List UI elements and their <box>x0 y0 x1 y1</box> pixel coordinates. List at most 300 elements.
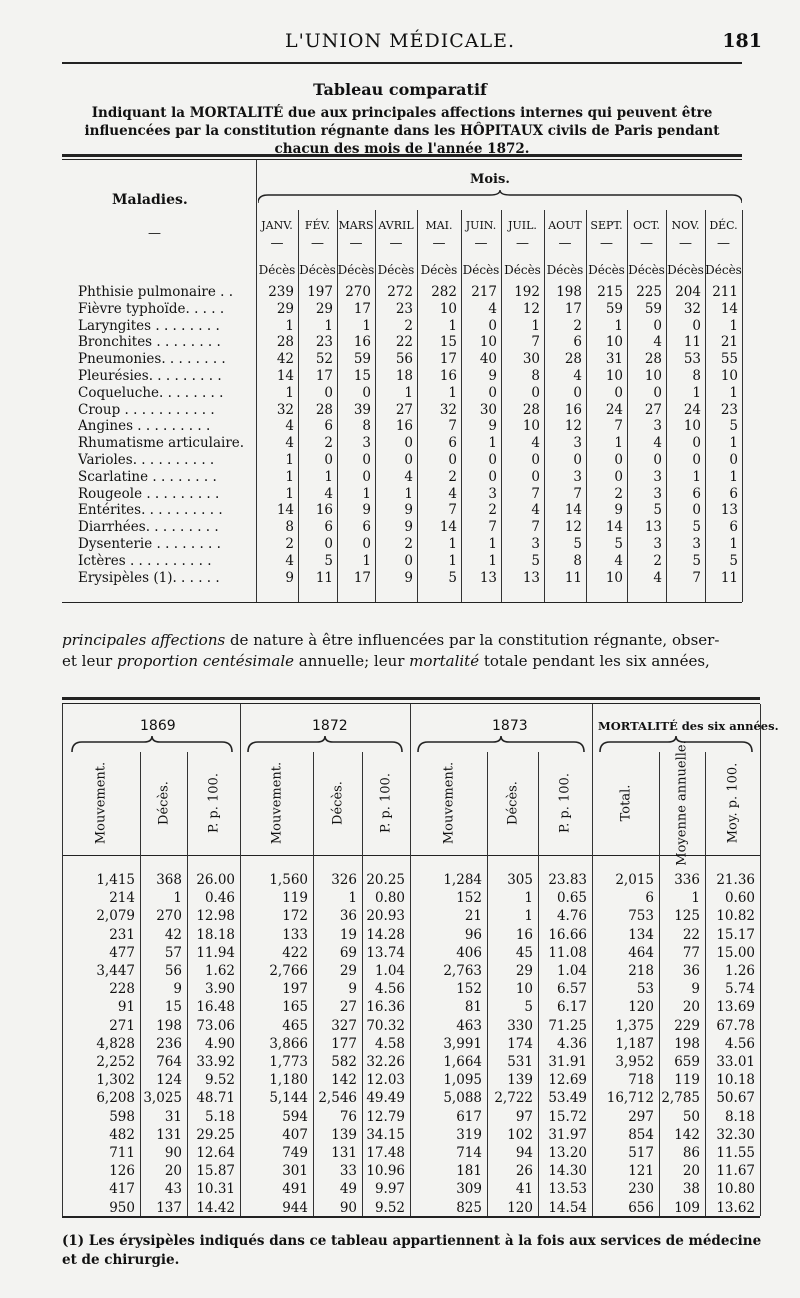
mortality-cell: 13.20 <box>548 1145 587 1161</box>
mortality-cell: 1,773 <box>269 1054 308 1070</box>
mortality-cell: 6 <box>645 890 654 907</box>
death-count-cell: 5 <box>573 536 582 552</box>
mortality-cell: 3,866 <box>269 1035 308 1052</box>
mortality-cell: 26 <box>515 1163 533 1180</box>
death-count-cell: 23 <box>395 300 413 317</box>
mortality-cell: 22 <box>682 926 700 943</box>
mortality-cell: 11.08 <box>548 944 587 961</box>
death-count-cell: 1 <box>285 317 294 334</box>
mortality-cell: 120 <box>628 999 654 1016</box>
mortality-cell: 659 <box>674 1054 700 1070</box>
mortality-cell: 70.32 <box>366 1017 405 1034</box>
disease-name: Pleurésies. . . . . . . . . <box>78 368 222 384</box>
death-count-cell: 0 <box>404 452 413 468</box>
death-count-cell: 0 <box>324 536 333 552</box>
mortality-cell: 13.69 <box>716 999 755 1016</box>
death-count-cell: 8 <box>285 519 294 536</box>
running-title: L'UNION MÉDICALE. <box>284 30 516 52</box>
death-count-cell: 15 <box>353 368 371 384</box>
mortality-cell: 0.65 <box>556 890 587 907</box>
mortality-cell: 477 <box>109 944 135 961</box>
death-count-cell: 11 <box>720 569 738 586</box>
mortality-cell: 33 <box>339 1163 357 1180</box>
mortality-cell: 13.53 <box>548 1181 587 1198</box>
text-line-1 <box>62 630 742 650</box>
death-count-cell: 9 <box>488 418 497 435</box>
mortality-cell: 0.46 <box>204 890 235 907</box>
maladies-header: Maladies. <box>112 192 188 208</box>
column-header-label: Décès. <box>505 781 520 825</box>
mortality-cell: 5,088 <box>443 1090 482 1107</box>
death-count-cell: 4 <box>614 552 623 569</box>
mortality-cell: 3.90 <box>204 981 235 998</box>
death-count-cell: 198 <box>556 284 582 300</box>
text-emphasis: mortalité <box>409 652 480 670</box>
mortality-cell: 2,785 <box>661 1090 700 1107</box>
text-emphasis: principales affections <box>62 631 226 649</box>
death-count-cell: 59 <box>605 300 623 317</box>
mortality-cell: 91 <box>117 999 135 1016</box>
month-unit-label: Décès <box>667 263 704 277</box>
mortality-cell: 854 <box>628 1126 654 1143</box>
death-count-cell: 52 <box>315 351 333 368</box>
mortality-cell: 36 <box>339 908 357 925</box>
mortality-cell: 406 <box>456 944 482 961</box>
death-count-cell: 10 <box>605 334 623 351</box>
column-header <box>551 755 579 851</box>
mortality-cell: 0.80 <box>374 890 405 907</box>
disease-name: Phthisie pulmonaire . . <box>78 284 233 300</box>
mortality-cell: 198 <box>674 1035 700 1052</box>
column-header-label: Décès. <box>330 781 345 825</box>
column-header <box>150 755 178 851</box>
death-count-cell: 9 <box>362 502 371 519</box>
mortality-cell: 197 <box>282 981 308 998</box>
mortality-cell: 90 <box>339 1199 357 1216</box>
death-count-cell: 5 <box>614 536 623 552</box>
death-count-cell: 0 <box>362 536 371 552</box>
disease-name: Pneumonies. . . . . . . . <box>78 351 226 368</box>
death-count-cell: 0 <box>362 384 371 401</box>
column-header <box>372 755 400 851</box>
death-count-cell: 17 <box>353 569 371 586</box>
disease-name: Coqueluche. . . . . . . . <box>78 384 224 401</box>
column-header <box>719 755 747 851</box>
mortality-cell: 6.17 <box>556 999 587 1016</box>
mortality-cell: 14.30 <box>548 1163 587 1180</box>
mortality-cell: 16.48 <box>196 999 235 1016</box>
mortality-cell: 126 <box>109 1163 135 1180</box>
death-count-cell: 7 <box>448 418 457 435</box>
column-header-label: P. p. 100. <box>557 773 573 833</box>
death-count-cell: 0 <box>614 468 623 485</box>
month-dash: — <box>679 236 692 251</box>
mortality-cell: 109 <box>674 1199 700 1216</box>
death-count-cell: 9 <box>404 502 413 519</box>
mortality-cell: 718 <box>628 1072 654 1089</box>
mortality-cell: 9.52 <box>204 1072 235 1089</box>
mortality-cell: 26.00 <box>196 872 235 888</box>
mortality-cell: 49.49 <box>366 1090 405 1107</box>
death-count-cell: 1 <box>324 317 333 334</box>
mortality-cell: 2,546 <box>318 1090 357 1107</box>
death-count-cell: 3 <box>488 485 497 502</box>
death-count-cell: 1 <box>729 468 738 485</box>
mortality-cell: 48.71 <box>196 1090 235 1107</box>
death-count-cell: 0 <box>324 452 333 468</box>
death-count-cell: 239 <box>268 284 294 300</box>
mortality-cell: 1,284 <box>443 872 482 888</box>
death-count-cell: 21 <box>720 334 738 351</box>
table1-bottom-rule <box>62 602 742 603</box>
death-count-cell: 16 <box>564 401 582 418</box>
column-header-label: Mouvement. <box>93 761 109 845</box>
disease-name: Varioles. . . . . . . . . . <box>78 452 215 468</box>
death-count-cell: 0 <box>653 317 662 334</box>
death-count-cell: 1 <box>488 552 497 569</box>
death-count-cell: 6 <box>362 519 371 536</box>
year-brace-1869 <box>70 736 234 754</box>
death-count-cell: 4 <box>653 334 662 351</box>
mortality-cell: 124 <box>156 1072 182 1089</box>
death-count-cell: 14 <box>276 502 294 519</box>
mortality-cell: 301 <box>282 1163 308 1180</box>
mortality-cell: 67.78 <box>716 1017 755 1034</box>
mortality-cell: 16,712 <box>606 1090 654 1107</box>
mortality-cell: 32.30 <box>716 1126 755 1143</box>
mortality-cell: 29 <box>515 963 533 979</box>
death-count-cell: 7 <box>614 418 623 435</box>
mortality-cell: 6,208 <box>96 1090 135 1107</box>
death-count-cell: 1 <box>324 468 333 485</box>
death-count-cell: 1 <box>448 552 457 569</box>
death-count-cell: 27 <box>644 401 662 418</box>
death-count-cell: 7 <box>573 485 582 502</box>
month-unit-label: Décès <box>299 263 336 277</box>
mortality-cell: 236 <box>156 1035 182 1052</box>
mortality-cell: 1 <box>691 890 700 907</box>
death-count-cell: 23 <box>315 334 333 351</box>
death-count-cell: 28 <box>276 334 294 351</box>
maladies-dash: — <box>148 226 161 241</box>
mortality-cell: 21.36 <box>716 872 755 888</box>
death-count-cell: 7 <box>531 334 540 351</box>
mortality-cell: 29 <box>339 963 357 979</box>
mortality-cell: 198 <box>156 1017 182 1034</box>
mortality-cell: 15.87 <box>196 1163 235 1180</box>
death-count-cell: 17 <box>439 351 457 368</box>
mortality-cell: 1.62 <box>204 963 235 979</box>
table2-header-rule <box>62 855 760 856</box>
mortality-cell: 764 <box>156 1054 182 1070</box>
column-header-label: Mouvement. <box>441 761 456 845</box>
death-count-cell: 14 <box>720 300 738 317</box>
mortality-cell: 9 <box>691 981 700 998</box>
mortality-cell: 33.92 <box>196 1054 235 1070</box>
mortality-cell: 5,144 <box>269 1090 308 1107</box>
column-header <box>612 755 640 851</box>
mortality-cell: 5.74 <box>724 981 755 998</box>
mortality-cell: 97 <box>515 1108 533 1125</box>
death-count-cell: 2 <box>404 317 413 334</box>
mortality-cell: 1.04 <box>374 963 405 979</box>
column-header-label: Moy. p. 100. <box>725 762 740 844</box>
mortality-cell: 407 <box>282 1126 308 1143</box>
month-dash: — <box>600 236 613 251</box>
month-unit-label: Décès <box>588 263 625 277</box>
column-header <box>263 755 291 851</box>
mortality-cell: 950 <box>109 1199 135 1216</box>
month-header: MAI. <box>425 219 453 232</box>
mortality-cell: 1 <box>348 890 357 907</box>
death-count-cell: 3 <box>653 536 662 552</box>
mortality-cell: 125 <box>674 908 700 925</box>
month-header: NOV. <box>671 219 700 232</box>
month-unit-label: Décès <box>546 263 584 277</box>
death-count-cell: 13 <box>644 519 662 536</box>
mortality-cell: 12.64 <box>196 1145 235 1161</box>
death-count-cell: 1 <box>531 317 540 334</box>
death-count-cell: 16 <box>395 418 413 435</box>
mortality-cell: 139 <box>331 1126 357 1143</box>
mortality-cell: 749 <box>282 1145 308 1161</box>
mortality-cell: 142 <box>674 1126 700 1143</box>
text-run: de nature à être influencées par la constitution régnante, obser- <box>225 631 720 649</box>
mortality-cell: 32.26 <box>366 1054 405 1070</box>
mortality-cell: 2,252 <box>96 1054 135 1070</box>
mortality-cell: 10.82 <box>716 908 755 925</box>
month-dash: — <box>640 236 653 251</box>
disease-name: Diarrhées. . . . . . . . . <box>78 519 219 536</box>
death-count-cell: 1 <box>285 485 294 502</box>
death-count-cell: 17 <box>353 300 371 317</box>
death-count-cell: 18 <box>395 368 413 384</box>
death-count-cell: 32 <box>683 300 701 317</box>
text-emphasis: proportion centésimale <box>116 652 295 670</box>
mortality-cell: 12.03 <box>366 1072 405 1089</box>
death-count-cell: 59 <box>353 351 371 368</box>
death-count-cell: 16 <box>315 502 333 519</box>
mortality-cell: 45 <box>515 944 533 961</box>
death-count-cell: 16 <box>439 368 457 384</box>
mortality-cell: 18.18 <box>196 926 235 943</box>
death-count-cell: 4 <box>285 418 294 435</box>
death-count-cell: 4 <box>531 502 540 519</box>
month-unit-label: Décès <box>377 263 415 277</box>
mortality-cell: 2,722 <box>494 1090 533 1107</box>
mortality-cell: 10.31 <box>196 1181 235 1198</box>
death-count-cell: 10 <box>683 418 701 435</box>
mortality-cell: 36 <box>682 963 700 979</box>
death-count-cell: 8 <box>362 418 371 435</box>
mortality-cell: 11.55 <box>716 1145 755 1161</box>
death-count-cell: 17 <box>564 300 582 317</box>
death-count-cell: 225 <box>636 284 662 300</box>
mortality-cell: 711 <box>109 1145 135 1161</box>
death-count-cell: 3 <box>653 418 662 435</box>
death-count-cell: 5 <box>448 569 457 586</box>
mortality-cell: 598 <box>109 1108 135 1125</box>
mortality-cell: 23.83 <box>548 872 587 888</box>
month-dash: — <box>270 236 284 251</box>
mortality-cell: 218 <box>628 963 654 979</box>
mortality-cell: 14.42 <box>196 1199 235 1216</box>
death-count-cell: 3 <box>573 468 582 485</box>
death-count-cell: 24 <box>683 401 701 418</box>
mortality-cell: 327 <box>331 1017 357 1034</box>
mois-header: Mois. <box>470 172 510 187</box>
mortality-cell: 330 <box>507 1017 533 1034</box>
mortality-cell: 1,375 <box>615 1017 654 1034</box>
death-count-cell: 1 <box>404 485 413 502</box>
mortality-cell: 16 <box>515 926 533 943</box>
mortality-cell: 152 <box>456 890 482 907</box>
death-count-cell: 0 <box>488 384 497 401</box>
mortality-cell: 20.93 <box>366 908 405 925</box>
mortality-cell: 20 <box>682 999 700 1016</box>
mortality-cell: 2,766 <box>269 963 308 979</box>
death-count-cell: 5 <box>729 552 738 569</box>
mortality-cell: 16.36 <box>366 999 405 1016</box>
mortality-cell: 34.15 <box>366 1126 405 1143</box>
table-title: Tableau comparatif <box>313 80 487 99</box>
death-count-cell: 192 <box>514 284 540 300</box>
mortality-cell: 21 <box>464 908 482 925</box>
death-count-cell: 1 <box>285 468 294 485</box>
death-count-cell: 0 <box>653 384 662 401</box>
mortality-cell: 31 <box>164 1108 182 1125</box>
death-count-cell: 6 <box>324 519 333 536</box>
mortality-cell: 177 <box>331 1035 357 1052</box>
month-unit-label: Décès <box>504 263 541 277</box>
death-count-cell: 1 <box>362 552 371 569</box>
death-count-cell: 6 <box>729 485 738 502</box>
month-header: JANV. <box>261 219 293 232</box>
month-header: AOUT <box>548 219 582 232</box>
death-count-cell: 16 <box>353 334 371 351</box>
death-count-cell: 28 <box>315 401 333 418</box>
death-count-cell: 0 <box>448 452 457 468</box>
death-count-cell: 28 <box>644 351 662 368</box>
table2-top-rule-thin <box>62 703 760 704</box>
death-count-cell: 0 <box>692 317 701 334</box>
mortality-cell: 71.25 <box>548 1017 587 1034</box>
death-count-cell: 204 <box>675 284 701 300</box>
mortality-cell: 2,015 <box>615 872 654 888</box>
disease-name: Rhumatisme articulaire. <box>78 435 245 452</box>
column-header <box>87 755 115 851</box>
mortality-cell: 228 <box>109 981 135 998</box>
death-count-cell: 4 <box>531 435 540 452</box>
death-count-cell: 30 <box>479 401 497 418</box>
disease-name: Bronchites . . . . . . . . <box>78 334 221 351</box>
mortality-cell: 491 <box>282 1181 308 1198</box>
mortality-cell: 120 <box>507 1199 533 1216</box>
mortality-cell: 3,991 <box>443 1035 482 1052</box>
mortality-cell: 77 <box>682 944 700 961</box>
mortality-cell: 33.01 <box>716 1054 755 1070</box>
year-brace-1872 <box>246 736 404 754</box>
mortality-cell: 4,828 <box>96 1035 135 1052</box>
year-header: 1873 <box>492 718 528 734</box>
mortality-cell: 656 <box>628 1199 654 1216</box>
death-count-cell: 3 <box>362 435 371 452</box>
death-count-cell: 0 <box>531 384 540 401</box>
death-count-cell: 8 <box>531 368 540 384</box>
death-count-cell: 3 <box>653 468 662 485</box>
death-count-cell: 53 <box>683 351 701 368</box>
death-count-cell: 1 <box>692 468 701 485</box>
mortality-cell: 19 <box>339 926 357 943</box>
death-count-cell: 1 <box>362 317 371 334</box>
year-brace-1873 <box>416 736 586 754</box>
column-header-label: Total. <box>618 784 633 822</box>
mortality-cell: 1,095 <box>443 1072 482 1089</box>
table1-column-rule <box>742 210 743 602</box>
disease-name: Angines . . . . . . . . . <box>78 418 211 435</box>
month-header: JUIL. <box>508 219 537 232</box>
column-header-label: Décès. <box>156 781 171 825</box>
death-count-cell: 5 <box>692 552 701 569</box>
mortality-cell: 1,664 <box>443 1054 482 1070</box>
death-count-cell: 0 <box>324 384 333 401</box>
mortality-cell: 944 <box>282 1199 308 1216</box>
death-count-cell: 1 <box>285 384 294 401</box>
mortality-cell: 531 <box>507 1054 533 1070</box>
disease-name: Entérites. . . . . . . . . . <box>78 502 223 519</box>
mortality-cell: 319 <box>456 1126 482 1143</box>
month-unit-label: Décès <box>337 263 375 277</box>
death-count-cell: 10 <box>720 368 738 384</box>
mortality-cell: 73.06 <box>196 1017 235 1034</box>
mortality-cell: 230 <box>628 1181 654 1198</box>
death-count-cell: 14 <box>276 368 294 384</box>
table2-bottom-rule <box>62 1216 760 1218</box>
mortality-cell: 3,952 <box>615 1054 654 1070</box>
mortality-cell: 137 <box>156 1199 182 1216</box>
death-count-cell: 0 <box>729 452 738 468</box>
death-count-cell: 5 <box>324 552 333 569</box>
death-count-cell: 9 <box>614 502 623 519</box>
mortality-cell: 617 <box>456 1108 482 1125</box>
death-count-cell: 14 <box>605 519 623 536</box>
death-count-cell: 9 <box>404 519 413 536</box>
month-unit-label: Décès <box>462 263 500 277</box>
death-count-cell: 55 <box>720 351 738 368</box>
death-count-cell: 8 <box>573 552 582 569</box>
mortality-cell: 57 <box>164 944 182 961</box>
death-count-cell: 14 <box>564 502 582 519</box>
disease-name: Rougeole . . . . . . . . . <box>78 485 220 502</box>
death-count-cell: 0 <box>404 552 413 569</box>
death-count-cell: 7 <box>531 519 540 536</box>
mortality-cell: 336 <box>674 872 700 888</box>
death-count-cell: 17 <box>315 368 333 384</box>
mortality-cell: 38 <box>682 1181 700 1198</box>
death-count-cell: 24 <box>605 401 623 418</box>
death-count-cell: 6 <box>573 334 582 351</box>
death-count-cell: 10 <box>439 300 457 317</box>
header-rule <box>62 62 742 64</box>
mortality-cell: 10.80 <box>716 1181 755 1198</box>
death-count-cell: 9 <box>285 569 294 586</box>
mortality-cell: 2,079 <box>96 908 135 925</box>
death-count-cell: 15 <box>439 334 457 351</box>
death-count-cell: 1 <box>729 536 738 552</box>
death-count-cell: 0 <box>573 384 582 401</box>
mortality-cell: 43 <box>164 1181 182 1198</box>
death-count-cell: 1 <box>448 317 457 334</box>
